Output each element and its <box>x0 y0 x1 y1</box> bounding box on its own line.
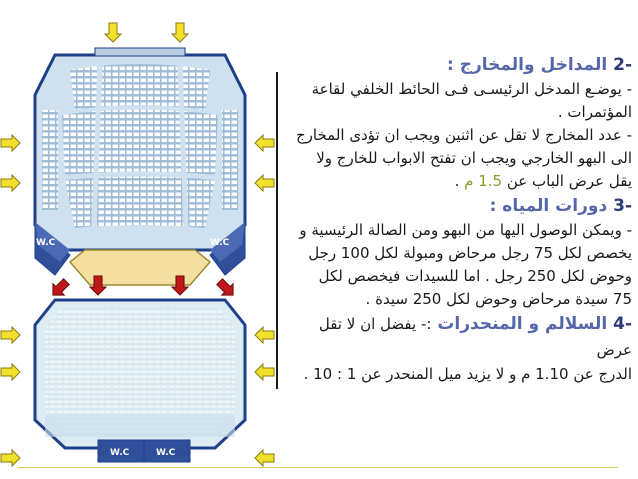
section3-title: دورات المياه : <box>489 196 608 216</box>
text-column <box>282 52 632 386</box>
seating-top <box>70 64 210 110</box>
section3-line: وحوض لكل 250 رجل . اما للسيدات فيخصص لكل <box>318 267 632 285</box>
section2-line: - عدد المخارج لا تقل عن اثنين ويجب ان تؤدى المخارج <box>296 126 632 144</box>
wc-label: W.C <box>36 238 56 248</box>
divider-vertical <box>276 72 278 389</box>
wc-label: W.C <box>110 448 130 458</box>
wc-block-left-lower <box>98 440 144 462</box>
secondary-hall <box>35 300 245 448</box>
section4-line: الدرج عن 1.10 م و لا يزيد ميل المنحدر عن 1 : 10 . <box>303 365 632 383</box>
wc-label: W.C <box>156 448 176 458</box>
door-width-text: يقل عرض الباب عن <box>506 172 632 190</box>
section4-number: -4 <box>613 314 632 334</box>
section2-number: -2 <box>613 55 632 75</box>
section2-line: الى البهو الخارجي ويجب ان تفتح الابواب للخارج ولا <box>316 149 632 167</box>
section3-line: يخصص لكل 75 رجل مرحاض ومبولة لكل 100 رجل <box>308 244 632 262</box>
door-width-value: 1.5 م <box>464 172 503 190</box>
section2-line: - يوضـع المدخل الرئيسـى فـى الحائط الخلفي لقاعة <box>311 80 632 98</box>
stage <box>70 250 210 285</box>
section2-heading <box>282 52 632 78</box>
floor-plan <box>0 0 275 479</box>
section3-line: - ويمكن الوصول اليها من البهو ومن الصالة الرئيسية و <box>299 221 632 239</box>
section2-title: المداخل والمخارج : <box>447 55 608 75</box>
section3-number: -3 <box>613 196 632 216</box>
wc-block-right-lower <box>144 440 190 462</box>
seating-left <box>42 110 58 210</box>
section2-line: المؤتمرات . <box>557 103 632 121</box>
wc-label: W.C <box>210 238 230 248</box>
section3-line: 75 سيدة مرحاض وحوض لكل 250 سيدة . <box>365 290 632 308</box>
seating-bottom <box>65 177 215 229</box>
seating-middle <box>62 110 218 176</box>
seating-right <box>222 110 238 210</box>
section2-line <box>282 170 632 193</box>
section4-line: :- يفضل ان لا تقل عرض <box>318 315 632 359</box>
section4-title: السلالم و المنحدرات <box>437 314 608 334</box>
section4-heading <box>282 311 632 363</box>
divider-horizontal <box>18 467 618 468</box>
door-width-end: . <box>454 172 460 190</box>
section3-heading <box>282 193 632 219</box>
